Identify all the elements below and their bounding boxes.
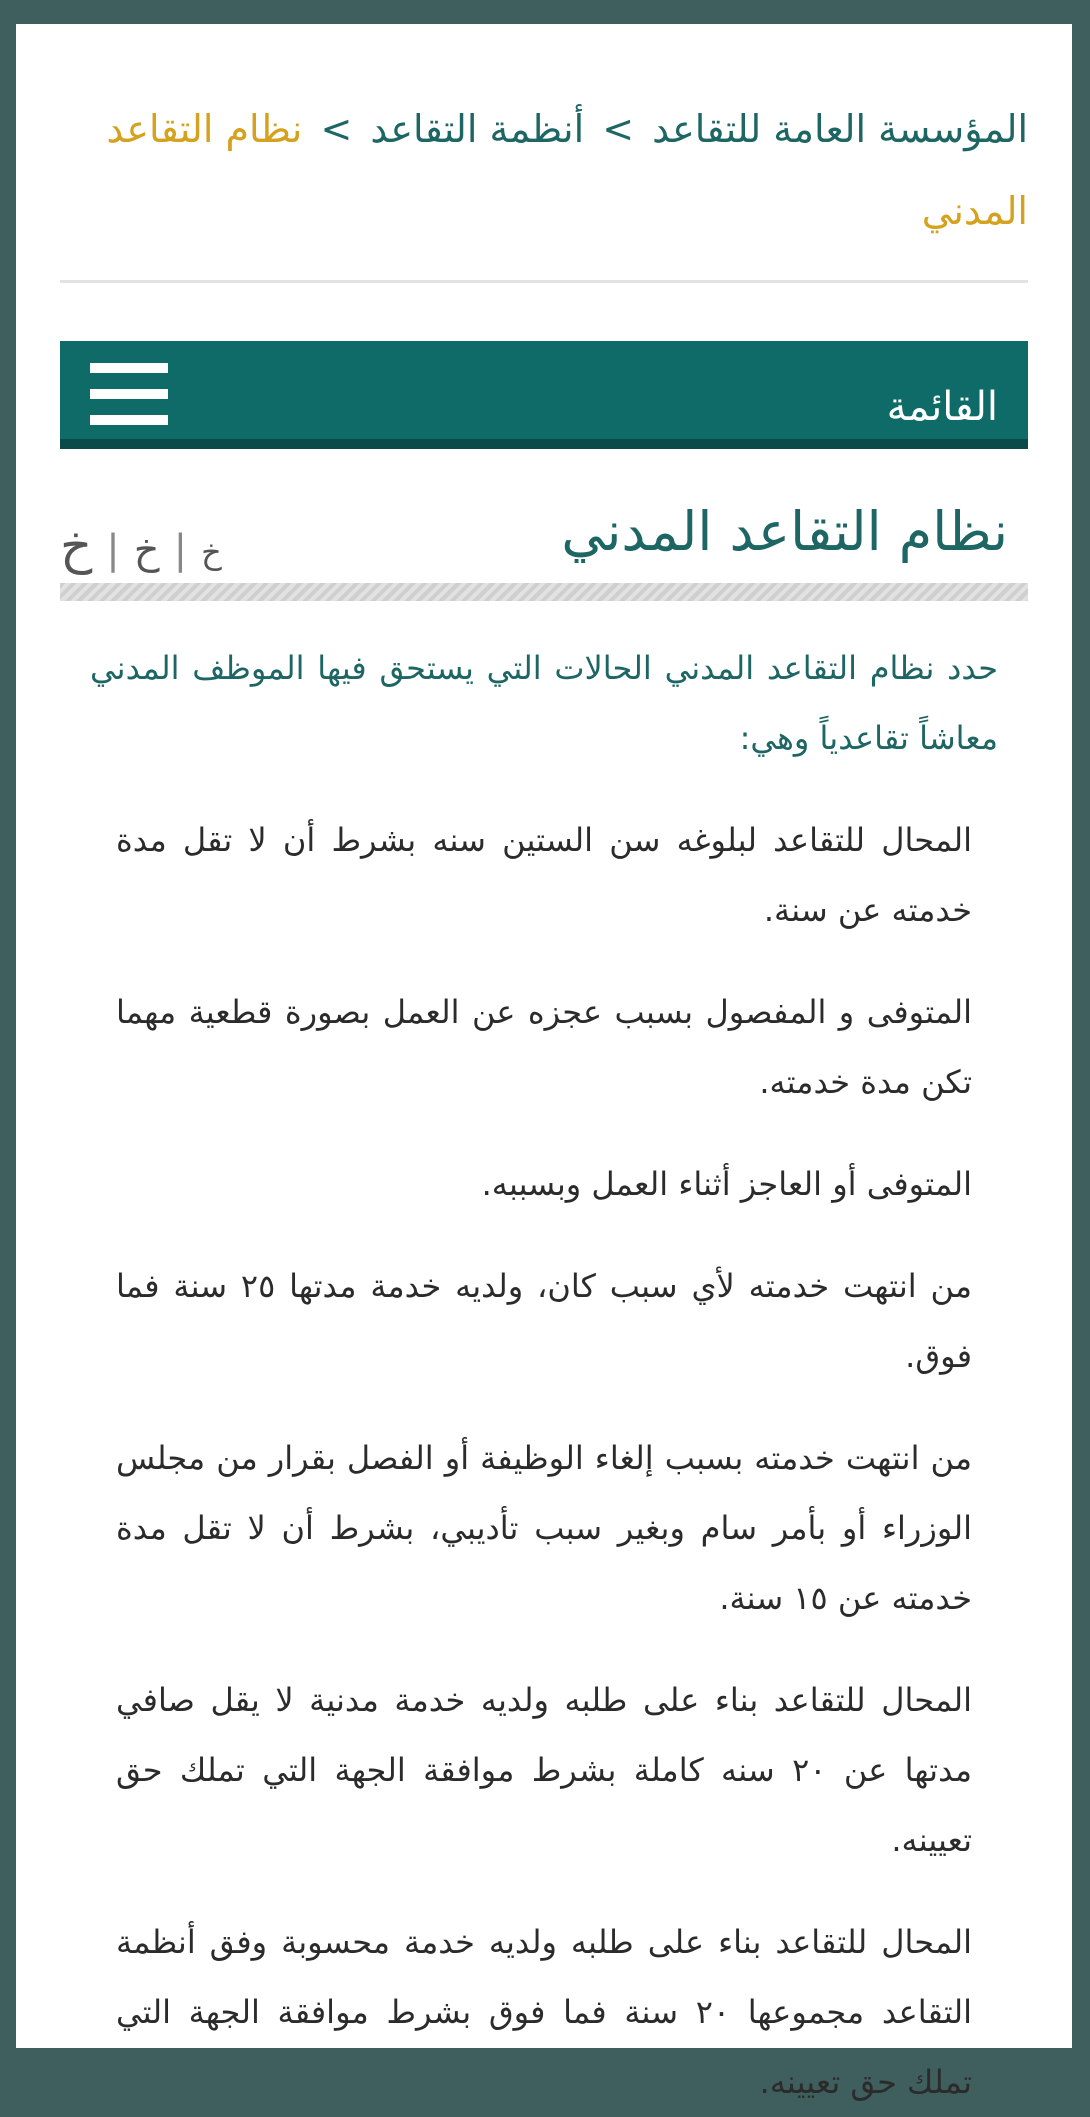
- font-size-controls: [60, 517, 222, 575]
- hamburger-line: [90, 415, 168, 425]
- eligibility-list: [116, 805, 972, 2117]
- font-size-separator: |: [106, 527, 120, 573]
- intro-text: حدد نظام التقاعد المدني الحالات التي يستحق فيها الموظف المدني معاشاً تقاعدياً وهي:: [90, 649, 998, 757]
- font-size-medium-button[interactable]: خ: [133, 527, 160, 573]
- page-title: نظام التقاعد المدني: [561, 500, 1008, 563]
- breadcrumb-separator: >: [602, 107, 635, 151]
- page-container: [16, 24, 1072, 2101]
- breadcrumb-separator: >: [320, 107, 353, 151]
- font-size-large-button[interactable]: خ: [60, 517, 93, 575]
- menu-label[interactable]: القائمة: [886, 384, 998, 430]
- menu-bar[interactable]: [60, 341, 1028, 449]
- list-item: من انتهت خدمته لأي سبب كان، ولديه خدمة مدتها ٢٥ سنة فما فوق.: [116, 1267, 973, 1375]
- list-item: المحال للتقاعد بناء على طلبه ولديه خدمة محسوبة وفق أنظمة التقاعد مجموعها ٢٠ سنة فما فوق بشرط موافقة الجهة التي تملك حق تعيينه.: [116, 1923, 973, 2101]
- breadcrumb-section-link[interactable]: أنظمة التقاعد: [370, 107, 585, 151]
- list-item: المتوفى أو العاجز أثناء العمل وبسببه.: [481, 1165, 972, 1203]
- font-size-small-button[interactable]: خ: [201, 533, 222, 571]
- title-underline-stripe: [60, 583, 1028, 601]
- hamburger-icon[interactable]: [90, 363, 168, 425]
- title-row: [60, 497, 1028, 583]
- list-item: من انتهت خدمته بسبب إلغاء الوظيفة أو الفصل بقرار من مجلس الوزراء أو بأمر سام وبغير سبب تأديبي، بشرط أن لا تقل مدة خدمته عن ١٥ سنة.: [116, 1439, 972, 1617]
- list-item: المتوفى و المفصول بسبب عجزه عن العمل بصورة قطعية مهما تكن مدة خدمته.: [116, 993, 972, 1101]
- breadcrumb-home-link[interactable]: المؤسسة العامة للتقاعد: [652, 107, 1028, 151]
- breadcrumb: [60, 88, 1028, 283]
- breadcrumb-current: نظام التقاعد المدني: [106, 107, 1028, 233]
- list-item: المحال للتقاعد بناء على طلبه ولديه خدمة مدنية لا يقل صافي مدتها عن ٢٠ سنه كاملة بشرط موافقة الجهة التي تملك حق تعيينه.: [116, 1681, 973, 1859]
- hamburger-line: [90, 389, 168, 399]
- list-item: المحال للتقاعد لبلوغه سن الستين سنه بشرط أن لا تقل مدة خدمته عن سنة.: [116, 821, 972, 929]
- font-size-separator: |: [173, 527, 188, 573]
- hamburger-line: [90, 363, 168, 373]
